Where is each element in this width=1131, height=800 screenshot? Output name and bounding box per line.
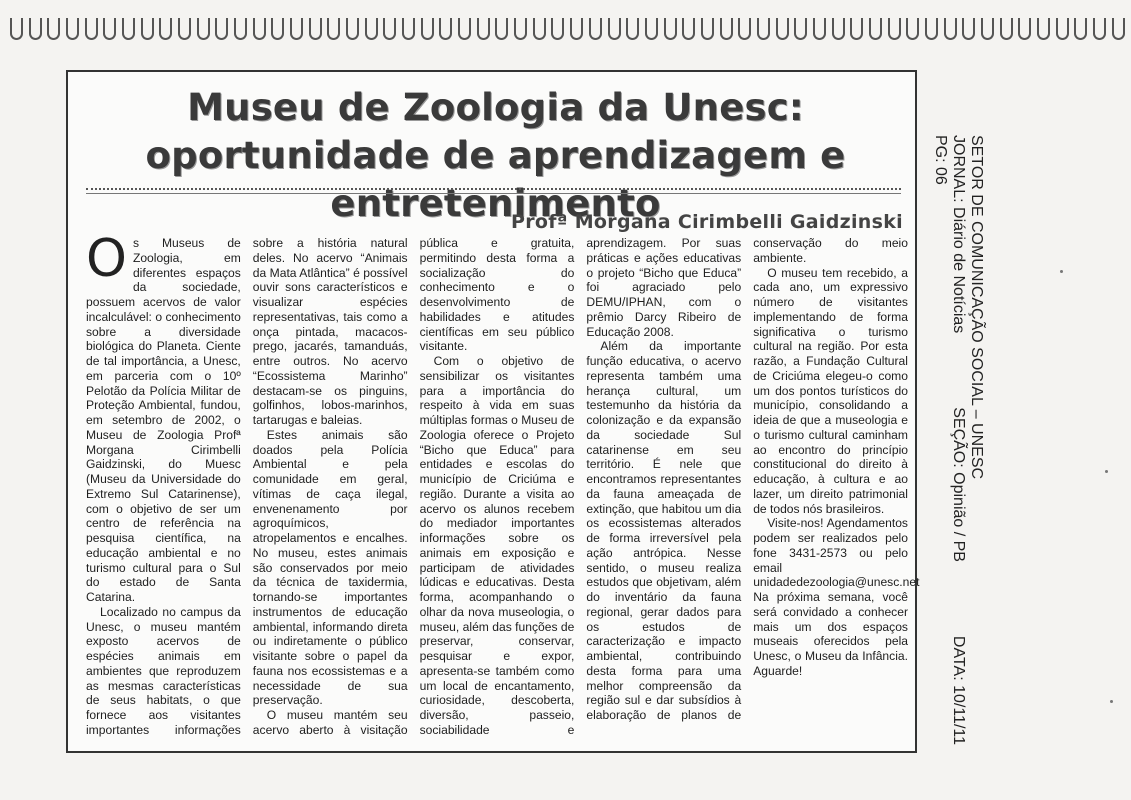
article-paragraph-4: O museu mantém seu acervo aberto à visitação pública e gratuita, permitindo desta forma a socialização do conhecimento e o desenvolvimento de habilidades e atitudes científicas em seu público visitante. — [252, 236, 575, 737]
article-paragraph-8: Visite-nos! Agendamentos podem ser realizados pelo fone 3431-2573 ou pelo email unidadedezoologia@unesc.net Na próxima semana, você será convidado a conhecer mais um dos espaços museais oferecidos pela Unesc, o Museu da Infância. Aguarde! — [753, 516, 920, 678]
article-byline: Profª Morgana Cirimbelli Gaidzinski — [510, 211, 903, 233]
scan-speck — [1060, 270, 1063, 273]
date-label: DATA: 10/11/11 — [950, 635, 967, 745]
drop-cap: O — [86, 229, 127, 289]
article-paragraph-6: Além da importante função educativa, o acervo representa também uma herança cultural, um testemunho da história da colonização e da expansão da sociedade Sul catarinense em seu território. É nele que encontramos representantes da fauna ameaçada de extinção, que habitou um dia os ecossistemas alterados de forma irreversível pela ação antrópica. Nesse sentido, o museu realiza estudos que objetivam, além do inventário da fauna regional, gerar dados para os estudos de caracterização e impacto ambiental, contribuindo desta forma para uma melhor compreensão da região sul e dar subsídios à elaboração de planos de conservação do meio ambiente. — [586, 236, 908, 722]
newspaper-label: JORNAL: Diário de Notícias — [950, 135, 967, 334]
headline-rule-thin — [86, 193, 901, 194]
page-label: PG: 06 — [932, 135, 949, 185]
article-body — [86, 229, 920, 741]
scan-speck — [1105, 470, 1108, 473]
article-paragraph-2: Localizado no campus da Unesc, o museu mantém exposto acervos de espécies animais em ambientes que reproduzem as mesmas características de seus habitats, o que fornece aos visitantes importantes informações sobre a história natural deles. No acervo “Animais da Mata Atlântica” é possível ouvir sons característicos e visualizar espécies representativas, tais como a onça pintada, macacos-prego, jacarés, tamanduás, entre outros. No acervo “Ecossistema Marinho” destacam-se os pinguins, golfinhos, lobos-marinhos, tartarugas e baleias. — [86, 236, 408, 737]
article-headline: Museu de Zoologia da Unesc: oportunidade de aprendizagem e entretenimento — [145, 86, 846, 225]
newspaper-clipping — [66, 70, 920, 753]
spiral-binding — [10, 8, 1125, 42]
scan-speck — [1110, 700, 1113, 703]
article-paragraph-7: O museu tem recebido, a cada ano, um expressivo número de visitantes implementando de forma significativa o turismo cultural na região. Por esta razão, a Fundação Cultural de Criciúma elegeu-o como um dos pontos turísticos do município, consolidando a ideia de que a museologia e o turismo cultural caminham ao encontro do princípio constitucional do direito à educação, à cultura e ao lazer, um direito patrimonial de todos nós brasileiros. — [753, 265, 908, 516]
clipping-info-stamp — [930, 135, 985, 745]
section-label: SEÇÃO: Opinião / PB — [950, 407, 967, 562]
article-paragraph-1: Os Museus de Zoologia, em diferentes espaços da sociedade, possuem acervos de valor incalculável: o conhecimento sobre a diversidade biológica do Planeta. Ciente de tal importância, a Unesc, em parceria com o 10º Pelotão da Polícia Militar de Proteção Ambiental, fundou, em setembro de 2002, o Museu de Zoologia Profª Morgana Cirimbelli Gaidzinski, do Muesc (Museu da Universidade do Extremo Sul Catarinense), com o objetivo de ser um centro de referência na pesquisa científica, na educação ambiental e no turismo cultural para o Sul do estado de Santa Catarina. — [86, 229, 241, 604]
headline-rule — [86, 188, 901, 190]
sector-label: SETOR DE COMUNICAÇÃO SOCIAL – UNESC — [968, 135, 985, 480]
article-paragraph-3: Estes animais são doados pela Polícia Ambiental e pela comunidade em geral, vítimas de caça ilegal, envenenamento por agroquímicos, atropelamentos e encalhes. No museu, estes animais são conservados por meio da técnica de taxidermia, tornando-se importantes instrumentos de educação ambiental, informando direta ou indiretamente o público visitante sobre o papel da fauna nos ecossistemas e a necessidade de sua preservação. — [252, 427, 408, 708]
article-paragraph-5: Com o objetivo de sensibilizar os visitantes para a importância do respeito à vida em suas múltiplas formas o Museu de Zoologia oferece o Projeto “Bicho que Educa” para entidades e escolas do município de Criciúma e região. Durante a visita ao acervo os alunos recebem do mediador importantes informações sobre os animais em exposição e participam de atividades lúdicas e educativas. Desta forma, acompanhando o olhar da nova museologia, o museu, além das funções de preservar, conservar, pesquisar e expor, apresenta-se também como um local de encantamento, curiosidade, descoberta, diversão, passeio, sociabilidade e aprendizagem. Por suas práticas e ações educativas o projeto “Bicho que Educa” foi agraciado pelo DEMU/IPHAN, com o prêmio Darcy Ribeiro de Educação 2008. — [419, 236, 742, 737]
